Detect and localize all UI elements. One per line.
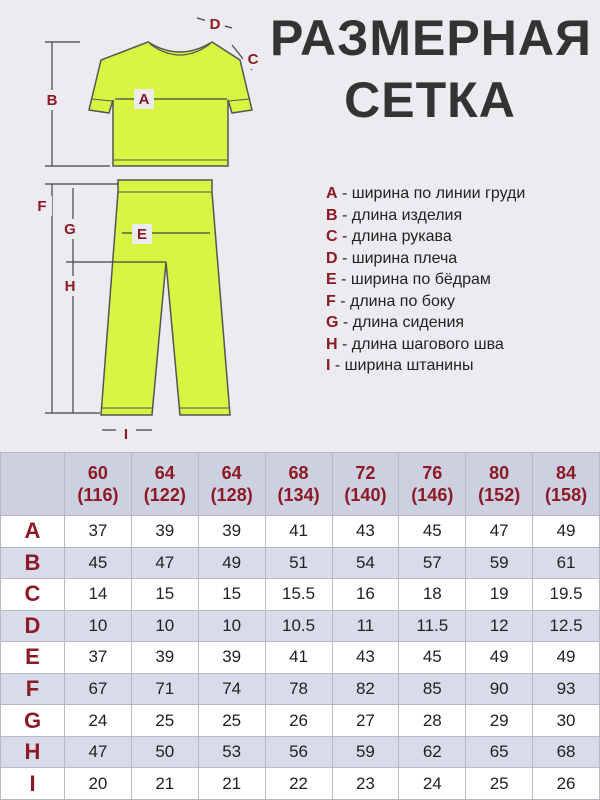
table-cell: 59 <box>332 736 399 768</box>
legend-item: A - ширина по линии груди <box>326 185 526 202</box>
table-row <box>1 642 600 674</box>
size-header: 64 (128) <box>198 453 265 516</box>
title-line-2: СЕТКА <box>344 72 516 128</box>
table-cell: 57 <box>399 547 466 579</box>
table-cell: 26 <box>533 768 600 800</box>
table-cell: 10 <box>65 610 132 642</box>
table-cell: 29 <box>466 705 533 737</box>
label-d: D <box>209 16 221 33</box>
table-cell: 93 <box>533 673 600 705</box>
table-cell: 23 <box>332 768 399 800</box>
table-cell: 62 <box>399 736 466 768</box>
label-c: C <box>247 51 259 68</box>
label-f: F <box>37 198 47 215</box>
table-cell: 12.5 <box>533 610 600 642</box>
title-line-1: РАЗМЕРНАЯ <box>270 10 592 66</box>
table-row <box>1 673 600 705</box>
table-cell: 37 <box>65 516 132 548</box>
table-cell: 85 <box>399 673 466 705</box>
row-key: B <box>1 547 65 579</box>
table-cell: 26 <box>265 705 332 737</box>
table-cell: 41 <box>265 516 332 548</box>
label-g: G <box>64 221 76 238</box>
table-cell: 71 <box>131 673 198 705</box>
table-cell: 11 <box>332 610 399 642</box>
table-cell: 30 <box>533 705 600 737</box>
table-cell: 14 <box>65 579 132 611</box>
table-row <box>1 705 600 737</box>
table-cell: 45 <box>65 547 132 579</box>
table-cell: 10.5 <box>265 610 332 642</box>
table-cell: 25 <box>131 705 198 737</box>
table-cell: 22 <box>265 768 332 800</box>
table-cell: 21 <box>131 768 198 800</box>
row-key: G <box>1 705 65 737</box>
label-h: H <box>64 278 76 295</box>
table-cell: 10 <box>198 610 265 642</box>
size-table <box>0 452 600 800</box>
size-header: 64 (122) <box>131 453 198 516</box>
table-cell: 49 <box>466 642 533 674</box>
legend-item: F - длина по боку <box>326 292 456 310</box>
page-title <box>270 6 590 132</box>
table-cell: 47 <box>466 516 533 548</box>
table-cell: 20 <box>65 768 132 800</box>
table-cell: 78 <box>265 673 332 705</box>
table-cell: 28 <box>399 705 466 737</box>
legend-item: D - ширина плеча <box>326 249 458 267</box>
pants-shape <box>101 180 230 415</box>
table-row <box>1 736 600 768</box>
table-cell: 49 <box>533 642 600 674</box>
label-b: B <box>46 92 58 109</box>
size-header: 84 (158) <box>533 453 600 516</box>
size-header: 76 (146) <box>399 453 466 516</box>
legend-item: B - длина изделия <box>326 206 463 224</box>
table-cell: 47 <box>65 736 132 768</box>
table-cell: 11.5 <box>399 610 466 642</box>
table-cell: 65 <box>466 736 533 768</box>
row-key: I <box>1 768 65 800</box>
table-cell: 53 <box>198 736 265 768</box>
table-row <box>1 547 600 579</box>
table-cell: 27 <box>332 705 399 737</box>
row-key: F <box>1 673 65 705</box>
size-header: 60 (116) <box>65 453 132 516</box>
table-cell: 21 <box>198 768 265 800</box>
table-cell: 19 <box>466 579 533 611</box>
table-cell: 74 <box>198 673 265 705</box>
size-header: 80 (152) <box>466 453 533 516</box>
measurement-legend <box>326 183 596 377</box>
table-cell: 68 <box>533 736 600 768</box>
legend-item: C - длина рукава <box>326 228 452 245</box>
table-cell: 43 <box>332 516 399 548</box>
table-cell: 50 <box>131 736 198 768</box>
row-key: E <box>1 642 65 674</box>
table-cell: 24 <box>65 705 132 737</box>
table-cell: 39 <box>198 516 265 548</box>
table-cell: 10 <box>131 610 198 642</box>
table-cell: 82 <box>332 673 399 705</box>
table-cell: 18 <box>399 579 466 611</box>
table-cell: 16 <box>332 579 399 611</box>
row-key: D <box>1 610 65 642</box>
table-cell: 15.5 <box>265 579 332 611</box>
table-cell: 39 <box>131 642 198 674</box>
table-cell: 61 <box>533 547 600 579</box>
table-cell: 47 <box>131 547 198 579</box>
size-header: 72 (140) <box>332 453 399 516</box>
table-cell: 12 <box>466 610 533 642</box>
legend-item: G - длина сидения <box>326 314 465 331</box>
table-cell: 45 <box>399 642 466 674</box>
table-cell: 41 <box>265 642 332 674</box>
table-row <box>1 516 600 548</box>
table-cell: 43 <box>332 642 399 674</box>
size-header-row <box>1 453 600 516</box>
legend-item: I - ширина штанины <box>326 357 474 374</box>
table-cell: 90 <box>466 673 533 705</box>
table-cell: 24 <box>399 768 466 800</box>
table-cell: 39 <box>198 642 265 674</box>
label-e: E <box>136 226 148 243</box>
table-row <box>1 610 600 642</box>
table-row <box>1 768 600 800</box>
row-key: H <box>1 736 65 768</box>
legend-item: H - длина шагового шва <box>326 335 504 353</box>
legend-item: E - ширина по бёдрам <box>326 271 491 288</box>
table-cell: 56 <box>265 736 332 768</box>
table-corner <box>1 453 65 516</box>
table-cell: 25 <box>198 705 265 737</box>
table-cell: 15 <box>131 579 198 611</box>
row-key: A <box>1 516 65 548</box>
table-cell: 49 <box>533 516 600 548</box>
tshirt-shape <box>89 42 252 166</box>
table-cell: 54 <box>332 547 399 579</box>
table-cell: 19.5 <box>533 579 600 611</box>
table-cell: 45 <box>399 516 466 548</box>
table-cell: 15 <box>198 579 265 611</box>
table-cell: 67 <box>65 673 132 705</box>
table-cell: 51 <box>265 547 332 579</box>
table-cell: 37 <box>65 642 132 674</box>
table-cell: 59 <box>466 547 533 579</box>
table-cell: 25 <box>466 768 533 800</box>
size-header: 68 (134) <box>265 453 332 516</box>
table-cell: 49 <box>198 547 265 579</box>
row-key: C <box>1 579 65 611</box>
label-a: A <box>138 91 150 108</box>
table-cell: 39 <box>131 516 198 548</box>
table-row <box>1 579 600 611</box>
label-i: I <box>123 426 129 443</box>
garment-diagram <box>0 0 270 450</box>
